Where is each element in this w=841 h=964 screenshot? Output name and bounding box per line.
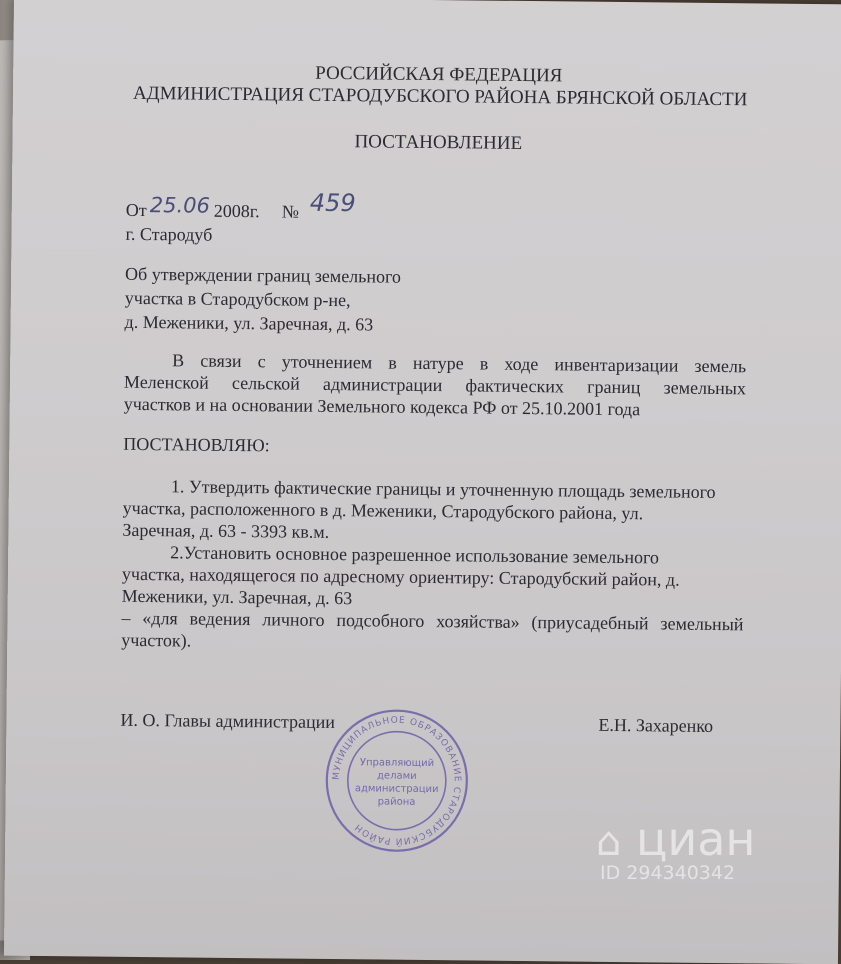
item-line: участка, находящегося по адресному ориентиру: Стародубский район, д. — [121, 563, 680, 590]
handwritten-number: 459 — [309, 188, 356, 218]
subject-line: участка в Стародубском р-не, — [124, 287, 351, 311]
subject-line: д. Меженики, ул. Заречная, д. 63 — [124, 311, 374, 335]
stamp-center-line: Управляющий — [359, 757, 435, 770]
resolve-word: ПОСТАНОВЛЯЮ: — [123, 433, 270, 456]
item-line: – «для ведения личного подсобного хозяйства» (приусадебный земельный — [121, 607, 744, 635]
preamble-line: Меленской сельской администрации фактических границ земельных — [123, 371, 747, 399]
official-stamp — [323, 707, 471, 855]
watermark-logo-icon: ⌂ — [596, 819, 622, 865]
stamp-center-line: администрации — [354, 783, 439, 796]
watermark-id: ID 294340342 — [600, 862, 736, 884]
signature-name: Е.Н. Захаренко — [598, 714, 714, 736]
item-line: 1. Утвердить фактические границы и уточненную площадь земельного — [170, 476, 716, 503]
stamp-graphic — [323, 707, 471, 855]
item-line: Заречная, д. 63 - 3393 кв.м. — [122, 519, 330, 542]
stamp-center-line: района — [377, 796, 416, 808]
stamp-center-line: делами — [376, 770, 417, 782]
subject-line: Об утверждении границ земельного — [125, 263, 402, 287]
stamp-ring-text: МУНИЦИПАЛЬНОЕ ОБРАЗОВАНИЕ СТАРОДУБСКИЙ РАЙОН — [331, 715, 462, 846]
watermark-brand — [596, 812, 756, 866]
handwritten-date: 25.06 — [149, 193, 211, 218]
year: 2008г. — [213, 200, 260, 222]
preamble-line: участков и на основании Земельного кодекса РФ от 25.10.2001 года — [123, 393, 641, 420]
city: г. Стародуб — [125, 223, 213, 245]
item-line: участок). — [121, 629, 192, 651]
item-line: 2.Установить основное разрешенное использование земельного — [170, 542, 660, 568]
header-country: РОССИЙСКАЯ ФЕДЕРАЦИЯ — [315, 62, 563, 87]
item-line: участка, расположенного в д. Меженики, Стародубского района, ул. — [122, 497, 644, 524]
watermark-brand-text: циан — [636, 812, 756, 866]
signature-position: И. О. Главы администрации — [120, 709, 336, 733]
header-administration: АДМИНИСТРАЦИЯ СТАРОДУБСКОГО РАЙОНА БРЯНСКОЙ ОБЛАСТИ — [132, 82, 748, 111]
preamble-line: В связи с уточнением в натуре в ходе инвентаризации земель — [172, 350, 747, 377]
from-label: От — [125, 199, 147, 221]
item-line: Меженики, ул. Заречная, д. 63 — [121, 585, 353, 609]
document-type: ПОСТАНОВЛЕНИЕ — [354, 131, 523, 154]
number-label: № — [281, 201, 300, 222]
